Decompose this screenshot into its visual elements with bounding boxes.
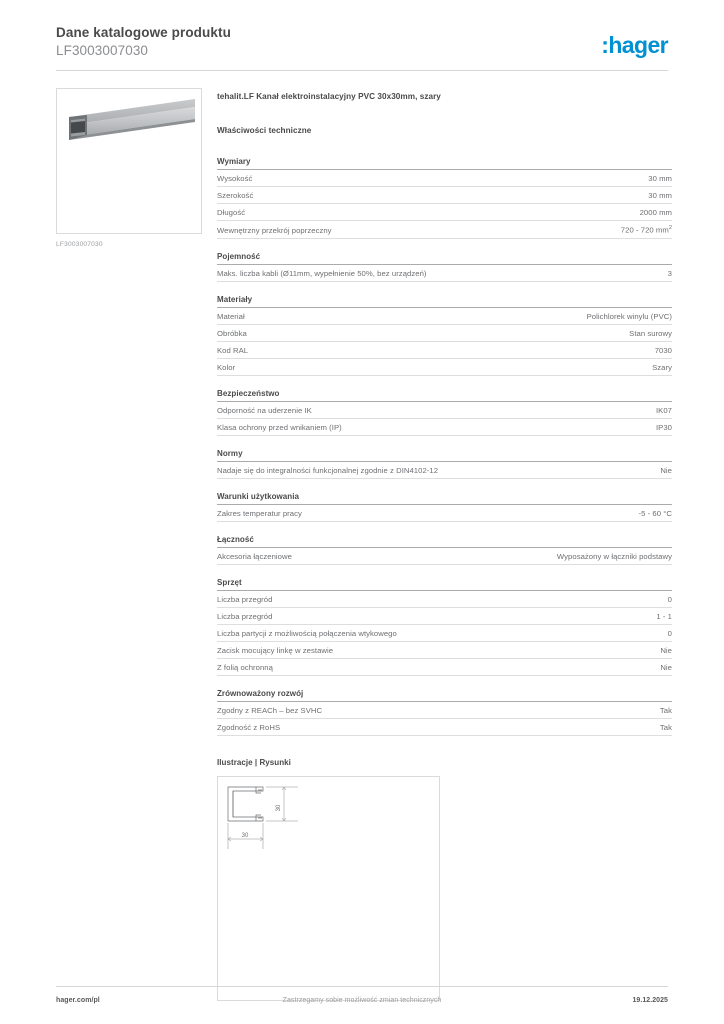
spec-label: Długość: [217, 208, 246, 217]
spec-row: [217, 204, 672, 221]
spec-row: [217, 659, 672, 676]
spec-section-title: Wymiary: [217, 157, 672, 170]
spec-section-title: Warunki użytkowania: [217, 492, 672, 505]
page-title: Dane katalogowe produktu: [56, 25, 231, 40]
hager-logo: :hager: [601, 32, 668, 58]
spec-value: -5 - 60 °C: [638, 508, 672, 518]
spec-label: Kod RAL: [217, 345, 249, 355]
spec-label: Obróbka: [217, 328, 247, 338]
drawing-width-label: 30: [241, 832, 249, 839]
spec-label: Szerokość: [217, 191, 254, 200]
footer-disclaimer: Zastrzegamy sobie możliwość zmian technicznych: [282, 997, 442, 1004]
spec-label: Liczba przegród: [217, 594, 273, 604]
spec-value: 1 - 1: [656, 611, 672, 621]
spec-section: [217, 449, 672, 479]
product-specifications: [217, 92, 672, 1001]
spec-label: Zgodny z REACh – bez SVHC: [217, 705, 323, 715]
spec-row: [217, 359, 672, 376]
drawing-height-label: 30: [276, 804, 282, 811]
product-photo-trunking: [57, 89, 201, 233]
spec-row: [217, 625, 672, 642]
footer-divider: [56, 986, 668, 987]
spec-label: Zakres temperatur pracy: [217, 508, 302, 518]
page-header: [56, 24, 668, 70]
illustrations-title: Ilustracje | Rysunki: [217, 757, 291, 767]
spec-row: [217, 702, 672, 719]
spec-section: [217, 252, 672, 282]
spec-value: [621, 225, 672, 235]
spec-value: Nie: [660, 645, 672, 655]
spec-label: Wewnętrzny przekrój poprzeczny: [217, 225, 332, 235]
spec-row: [217, 719, 672, 736]
spec-row: [217, 402, 672, 419]
spec-section: [217, 492, 672, 522]
spec-label: Wysokość: [217, 174, 253, 183]
spec-value: Nie: [660, 465, 672, 475]
spec-row: [217, 591, 672, 608]
spec-value: IK07: [655, 405, 672, 415]
spec-row: [217, 419, 672, 436]
spec-section-title: Sprzęt: [217, 578, 672, 591]
spec-label: Zacisk mocujący linkę w zestawie: [217, 645, 334, 655]
spec-row: [217, 308, 672, 325]
spec-section: [217, 389, 672, 436]
spec-section-title: Zrównoważony rozwój: [217, 689, 672, 702]
spec-sections: [217, 157, 672, 736]
spec-value: Nie: [660, 662, 672, 672]
spec-value: 0: [667, 628, 672, 638]
product-image-caption: LF3003007030: [56, 241, 103, 248]
spec-value: 2000 mm: [639, 208, 672, 217]
spec-section: [217, 535, 672, 565]
spec-label: Zgodność z RoHS: [217, 722, 281, 732]
header-divider: [56, 70, 668, 71]
product-image: [56, 88, 202, 234]
spec-value-superscript: 2: [668, 225, 672, 231]
spec-label: Liczba partycji z możliwością połączenia wtykowego: [217, 628, 397, 638]
spec-label: Z folią ochronną: [217, 662, 273, 672]
spec-row: [217, 187, 672, 204]
spec-label: Nadaje się do integralności funkcjonalnej zgodnie z DIN4102-12: [217, 465, 439, 475]
spec-value: 3: [667, 268, 672, 278]
spec-value: IP30: [655, 422, 672, 432]
spec-section: [217, 578, 672, 676]
product-name: tehalit.LF Kanał elektroinstalacyjny PVC 30x30mm, szary: [217, 92, 441, 101]
spec-row: [217, 505, 672, 522]
spec-value-text: 720 - 720 mm: [620, 225, 669, 235]
spec-row: [217, 221, 672, 239]
spec-row: [217, 325, 672, 342]
spec-section-title: Normy: [217, 449, 672, 462]
spec-row: [217, 265, 672, 282]
product-reference: LF3003007030: [56, 43, 149, 58]
spec-row: [217, 462, 672, 479]
spec-value: Tak: [659, 705, 672, 715]
spec-value: 30 mm: [648, 191, 672, 200]
spec-value: 30 mm: [648, 174, 672, 183]
spec-value: Stan surowy: [629, 328, 672, 338]
cross-section-drawing: [218, 777, 439, 1000]
product-figure: [56, 88, 202, 248]
spec-section-title: Pojemność: [217, 252, 672, 265]
spec-label: Maks. liczba kabli (Ø11mm, wypełnienie 50%, bez urządzeń): [217, 268, 427, 278]
technical-drawing-box: [217, 776, 440, 1001]
spec-section: [217, 295, 672, 376]
spec-value: Szary: [652, 362, 672, 372]
footer-date: 19.12.2025: [632, 997, 668, 1004]
spec-value: Tak: [659, 722, 672, 732]
spec-row: [217, 642, 672, 659]
spec-value: 7030: [654, 345, 672, 355]
spec-value: 0: [667, 594, 672, 604]
spec-row: [217, 608, 672, 625]
spec-label: Odporność na uderzenie IK: [217, 405, 312, 415]
spec-label: Liczba przegród: [217, 611, 273, 621]
spec-row: [217, 170, 672, 187]
spec-label: Akcesoria łączeniowe: [217, 551, 292, 561]
spec-value: Polichlorek winylu (PVC): [586, 311, 672, 321]
spec-section: [217, 157, 672, 239]
technical-properties-title: Właściwości techniczne: [217, 126, 312, 135]
spec-section-title: Materiały: [217, 295, 672, 308]
spec-section: [217, 689, 672, 736]
spec-label: Materiał: [217, 311, 245, 321]
spec-section-title: Bezpieczeństwo: [217, 389, 672, 402]
spec-row: [217, 548, 672, 565]
footer-website[interactable]: hager.com/pl: [56, 997, 100, 1004]
spec-section-title: Łączność: [217, 535, 672, 548]
spec-label: Kolor: [217, 362, 236, 372]
spec-label: Klasa ochrony przed wnikaniem (IP): [217, 422, 342, 432]
spec-value: Wyposażony w łączniki podstawy: [556, 551, 672, 561]
page-footer: [56, 997, 668, 1011]
spec-row: [217, 342, 672, 359]
